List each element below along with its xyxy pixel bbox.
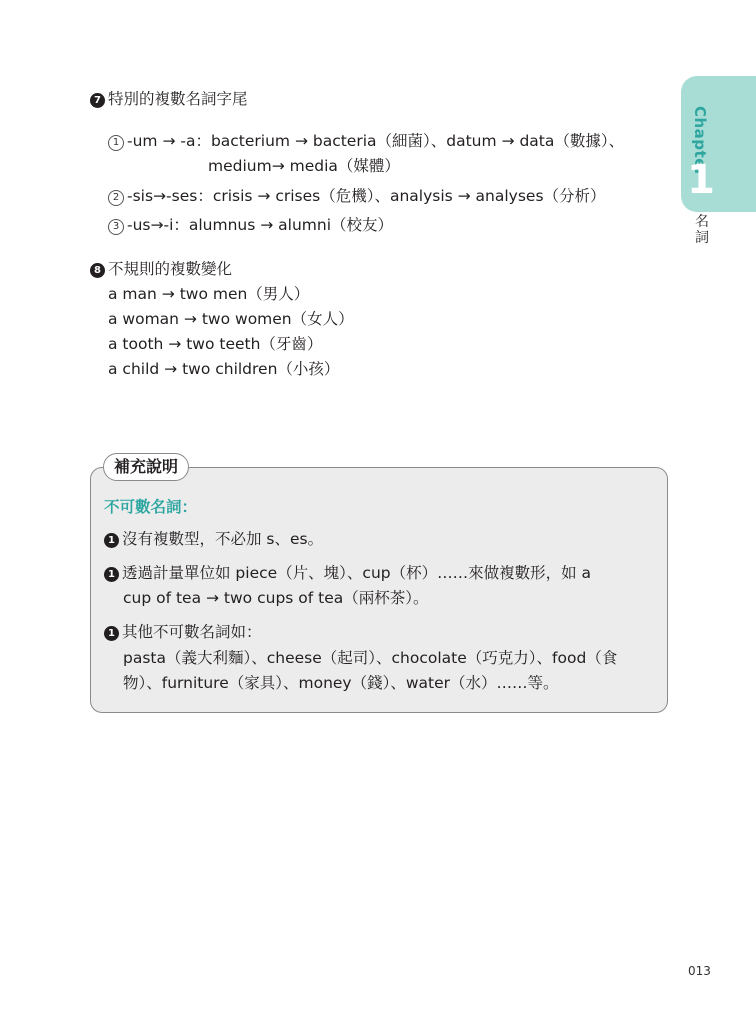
section7-heading-row [90,89,248,109]
note-heading: 不可數名詞： [104,498,198,516]
section8-heading-row [90,259,232,279]
section8-heading: 不規則的複數變化 [108,260,233,278]
note-tab-label: 補充說明 [103,453,189,481]
item-text: -sis→-ses：crisis → crises（危機）、analysis → analyses（分析） [127,187,606,205]
item-number: 2 [108,190,124,206]
section7-marker: 7 [90,93,105,108]
chapter-word: Chapter [691,106,709,177]
page-number: 013 [688,964,711,978]
item-number: 1 [108,135,124,151]
section7-item-2 [108,186,606,206]
note-point-3-cont [123,648,617,668]
chapter-side-label: 名詞 [695,214,709,246]
section8-item: a man → two men（男人） [108,285,310,303]
section7-item-1-cont [208,156,400,176]
note-text: pasta（義大利麵）、cheese（起司）、chocolate（巧克力）、food（食 [123,649,618,667]
section8-marker: 8 [90,263,105,278]
note-text: 透過計量單位如 piece（片、塊）、cup（杯）……來做複數形，如 a [122,564,592,582]
section8-item: a woman → two women（女人） [108,310,354,328]
item-text: -um → -a：bacterium → bacteria（細菌）、datum → data（數據）、 [127,132,625,150]
chapter-number: 1 [687,157,715,203]
note-text: 沒有複數型，不必加 s、es。 [122,530,324,548]
note-marker: 1 [104,533,119,548]
section8-item: a child → two children（小孩） [108,360,340,378]
item-text: medium→ media（媒體） [208,157,400,175]
note-point-1 [104,529,323,549]
section7-heading: 特別的複數名詞字尾 [108,90,248,108]
note-text: 物）、furniture（家具）、money（錢）、water（水）……等。 [123,674,559,692]
note-marker: 1 [104,626,119,641]
section8-item: a tooth → two teeth（牙齒） [108,335,323,353]
note-point-3 [104,622,262,642]
note-text: 其他不可數名詞如： [122,623,262,641]
note-point-3-cont [123,673,559,693]
note-point-2 [104,563,591,583]
item-text: -us→-i：alumnus → alumni（校友） [127,216,394,234]
item-number: 3 [108,219,124,235]
note-marker: 1 [104,567,119,582]
section7-item-3 [108,215,393,235]
section7-item-1 [108,131,624,151]
note-point-2-cont [123,588,429,608]
note-text: cup of tea → two cups of tea（兩杯茶）。 [123,589,429,607]
